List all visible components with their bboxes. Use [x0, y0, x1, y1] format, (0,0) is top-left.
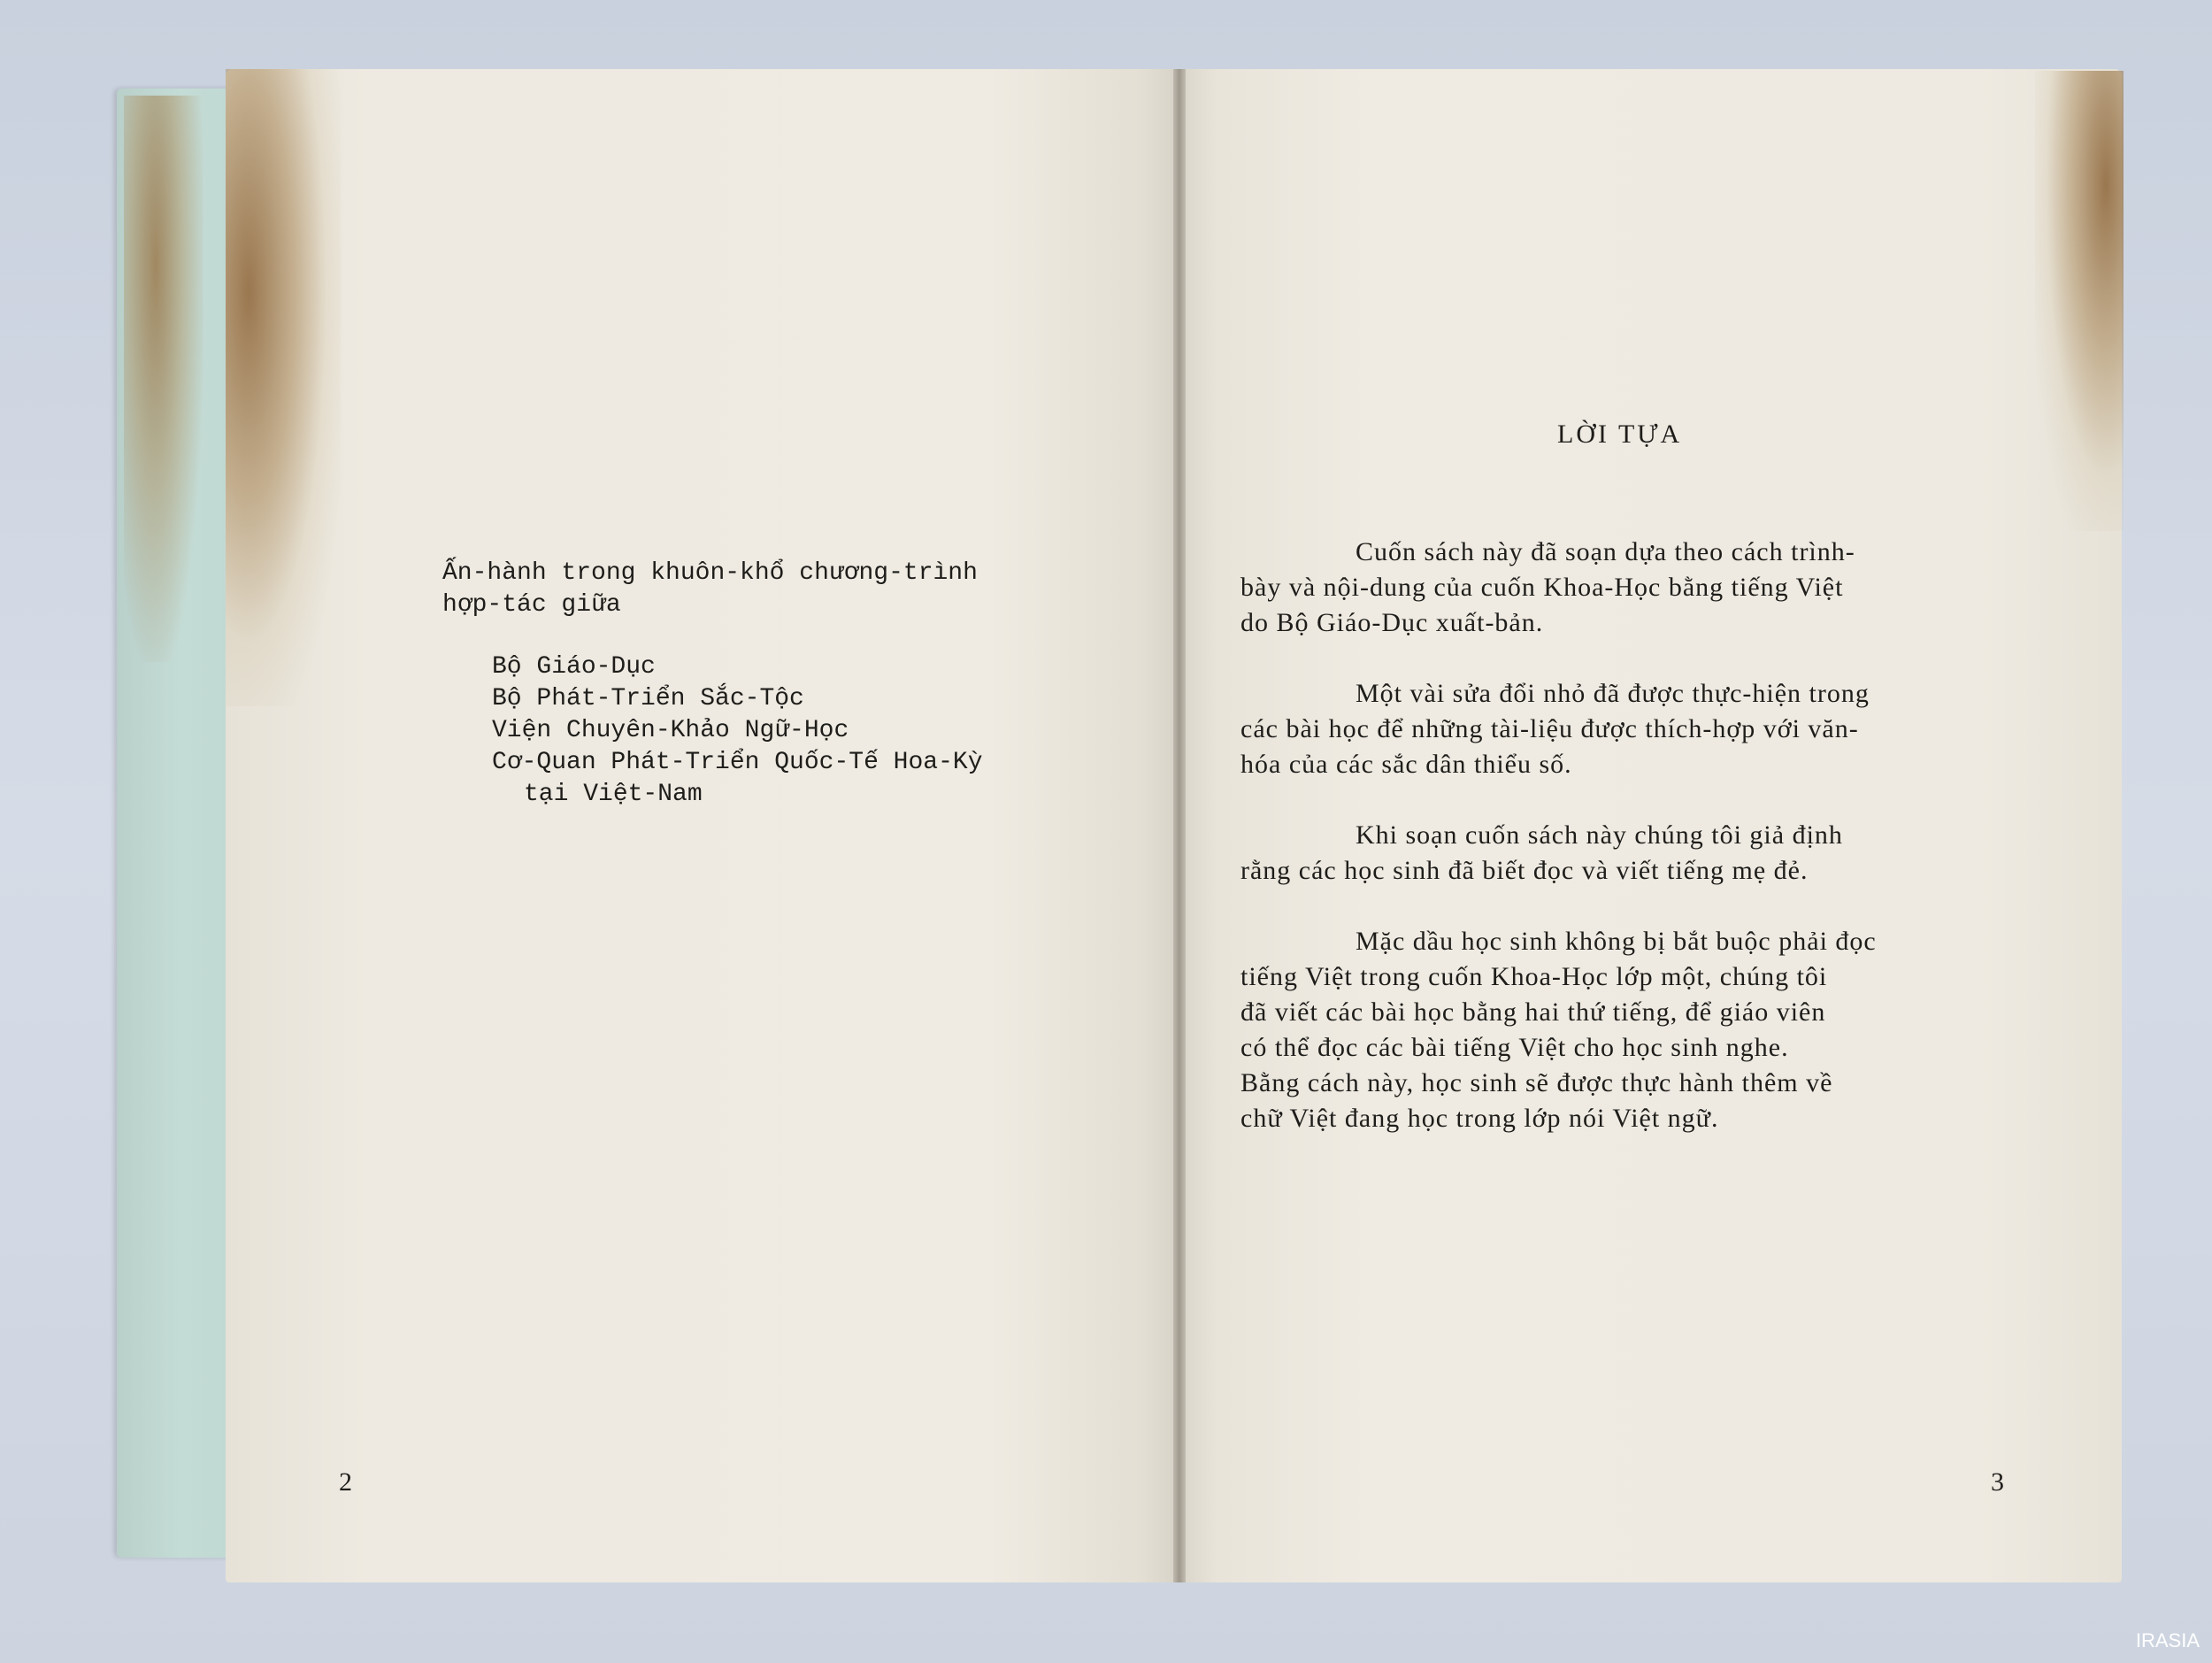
- page-number-left: 2: [339, 1467, 352, 1497]
- paragraph-line: rằng các học sinh đã biết đọc và viết tiếng mẹ đẻ.: [1240, 856, 1809, 885]
- right-page-stain: [2035, 71, 2124, 531]
- partner-item: Bộ Giáo-Dục: [492, 653, 656, 681]
- paragraph-line: hóa của các sắc dân thiểu số.: [1240, 750, 1572, 779]
- paragraph-line: bày và nội-dung của cuốn Khoa-Học bằng tiếng Việt: [1240, 573, 1844, 602]
- paragraph-line: Một vài sửa đổi nhỏ đã được thực-hiện trong: [1356, 679, 1870, 708]
- paragraph-line: chữ Việt đang học trong lớp nói Việt ngữ.: [1240, 1104, 1719, 1133]
- preface-title: LỜI TỰA: [1557, 420, 1683, 449]
- paragraph-line: các bài học để những tài-liệu được thích-hợp với văn-: [1240, 714, 1859, 743]
- paragraph-line: tiếng Việt trong cuốn Khoa-Học lớp một, chúng tôi: [1240, 962, 1828, 991]
- book-gutter: [1173, 69, 1186, 1582]
- watermark: IRASIA: [2135, 1629, 2200, 1651]
- partner-item: Cơ-Quan Phát-Triển Quốc-Tế Hoa-Kỳ: [492, 749, 983, 776]
- page-number-right: 3: [1991, 1467, 2004, 1497]
- paragraph-line: đã viết các bài học bằng hai thứ tiếng, để giáo viên: [1240, 997, 1826, 1027]
- intro-line-2: hợp-tác giữa: [442, 591, 621, 619]
- paragraph-line: Mặc dầu học sinh không bị bắt buộc phải đọc: [1356, 927, 1877, 956]
- paragraph-line: có thể đọc các bài tiếng Việt cho học sinh nghe.: [1240, 1033, 1789, 1062]
- left-page: [226, 69, 1179, 1582]
- paragraph-line: Cuốn sách này đã soạn dựa theo cách trình-: [1356, 537, 1855, 566]
- partner-item: Bộ Phát-Triển Sắc-Tộc: [492, 685, 804, 712]
- partner-continuation: tại Việt-Nam: [524, 781, 703, 808]
- paragraph-line: Khi soạn cuốn sách này chúng tôi giả định: [1356, 820, 1843, 850]
- left-page-stain: [226, 69, 341, 706]
- partner-item: Viện Chuyên-Khảo Ngữ-Học: [492, 717, 849, 744]
- paragraph-line: Bằng cách này, học sinh sẽ được thực hành thêm về: [1240, 1068, 1833, 1097]
- cover-stain: [124, 96, 204, 662]
- paragraph-line: do Bộ Giáo-Dục xuất-bản.: [1240, 608, 1544, 637]
- intro-line-1: Ấn-hành trong khuôn-khổ chương-trình: [442, 559, 978, 587]
